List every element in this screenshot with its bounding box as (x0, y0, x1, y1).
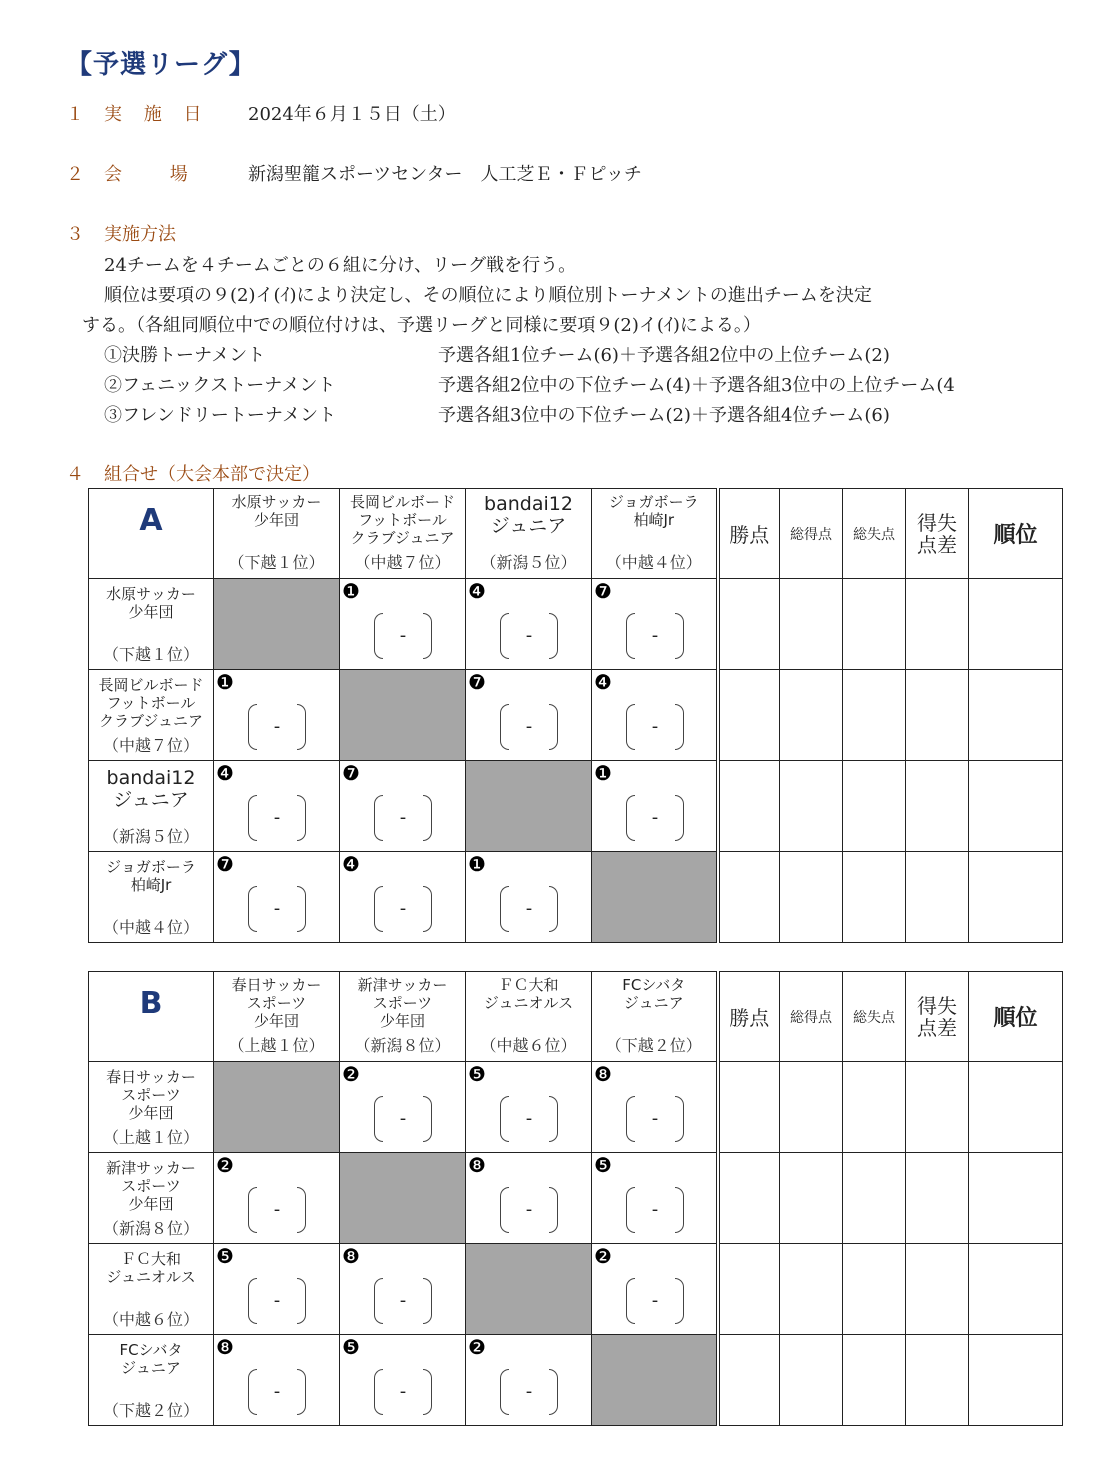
header-row (89, 972, 1063, 1062)
match-cell[interactable] (466, 1062, 592, 1153)
score-box[interactable] (626, 795, 684, 839)
match-cell[interactable] (466, 579, 592, 670)
match-order-marker: ❷ (216, 1153, 234, 1177)
table-row (89, 579, 1063, 670)
right-bracket (675, 1187, 684, 1233)
score-separator: - (399, 898, 407, 919)
team-region: （下越１位） (228, 553, 325, 572)
goals-against-cell[interactable] (843, 670, 906, 761)
points-cell[interactable] (718, 1062, 780, 1153)
score-box[interactable] (374, 1278, 432, 1322)
score-separator: - (273, 1381, 281, 1402)
score-separator: - (399, 1108, 407, 1129)
goals-for-cell[interactable] (780, 852, 843, 943)
match-order-marker: ❷ (468, 1335, 486, 1359)
group-label: B (89, 972, 214, 1062)
score-separator: - (525, 898, 533, 919)
goal-difference-cell[interactable] (906, 1244, 969, 1335)
score-separator: - (525, 625, 533, 646)
match-cell[interactable] (592, 579, 718, 670)
team-name: FCシバタ ジュニア (119, 1341, 183, 1377)
tournament-line-3 (104, 401, 890, 427)
team-name: 水原サッカー 少年団 (106, 585, 196, 621)
column-team-header (592, 489, 718, 579)
points-cell[interactable] (718, 852, 780, 943)
goal-difference-header (906, 972, 969, 1062)
right-bracket (549, 613, 558, 659)
match-order-marker: ❶ (594, 761, 612, 785)
match-cell[interactable] (592, 1062, 718, 1153)
points-header: 勝点 (718, 489, 780, 579)
score-box[interactable] (500, 886, 558, 930)
points-cell[interactable] (718, 1335, 780, 1426)
match-order-marker: ❶ (216, 670, 234, 694)
team-region: （中越６位） (102, 1310, 199, 1329)
score-separator: - (525, 1381, 533, 1402)
match-cell[interactable] (592, 1244, 718, 1335)
score-separator: - (273, 1199, 281, 1220)
team-region: （下越１位） (102, 645, 199, 664)
tournament-rule: 予選各組2位中の下位チーム(4)＋予選各組3位中の上位チーム(4 (438, 375, 955, 396)
match-cell[interactable] (592, 670, 718, 761)
rank-cell[interactable] (969, 670, 1063, 761)
self-match-cell (214, 579, 340, 670)
score-box[interactable] (374, 795, 432, 839)
goal-difference-line2: 点差 (917, 1015, 957, 1040)
team-region: （上越１位） (228, 1036, 325, 1055)
table-row (89, 670, 1063, 761)
goals-for-cell[interactable] (780, 1153, 843, 1244)
right-bracket (675, 1096, 684, 1142)
score-box[interactable] (500, 704, 558, 748)
team-region: （下越２位） (605, 1036, 702, 1055)
self-match-cell (592, 1335, 718, 1426)
right-bracket (297, 704, 306, 750)
right-bracket (297, 1187, 306, 1233)
goal-difference-line1: 得失 (917, 510, 957, 535)
score-separator: - (651, 1290, 659, 1311)
right-bracket (423, 795, 432, 841)
column-team-header (466, 972, 592, 1062)
match-cell[interactable] (214, 852, 340, 943)
section-3 (66, 220, 176, 246)
goals-for-cell[interactable] (780, 1062, 843, 1153)
score-box[interactable] (248, 704, 306, 748)
score-separator: - (399, 625, 407, 646)
score-separator: - (525, 1108, 533, 1129)
rank-cell[interactable] (969, 1153, 1063, 1244)
goals-for-cell[interactable] (780, 579, 843, 670)
score-separator: - (273, 898, 281, 919)
score-separator: - (651, 625, 659, 646)
right-bracket (675, 704, 684, 750)
right-bracket (549, 704, 558, 750)
section-number: ３ (66, 224, 84, 245)
score-separator: - (399, 807, 407, 828)
rank-cell[interactable] (969, 579, 1063, 670)
goal-difference-header (906, 489, 969, 579)
points-cell[interactable] (718, 761, 780, 852)
goals-for-cell[interactable] (780, 670, 843, 761)
match-cell[interactable] (466, 670, 592, 761)
goal-difference-cell[interactable] (906, 1335, 969, 1426)
row-team-header (89, 1062, 214, 1153)
right-bracket (675, 795, 684, 841)
self-match-cell (214, 1062, 340, 1153)
team-name: 春日サッカー スポーツ 少年団 (106, 1068, 196, 1122)
row-team-header (89, 1244, 214, 1335)
right-bracket (297, 795, 306, 841)
score-box[interactable] (248, 886, 306, 930)
tournament-rule: 予選各組1位チーム(6)＋予選各組2位中の上位チーム(2) (438, 345, 890, 366)
column-team-header (214, 489, 340, 579)
method-paragraph-1: 24チームを４チームごとの６組に分け、リーグ戦を行う。 (104, 255, 577, 276)
right-bracket (297, 886, 306, 932)
match-order-marker: ❼ (216, 852, 234, 876)
score-separator: - (273, 807, 281, 828)
section-number: ４ (66, 464, 84, 485)
section-number: １ (66, 104, 84, 125)
match-order-marker: ❹ (468, 579, 486, 603)
row-team-header (89, 579, 214, 670)
table-row (89, 1062, 1063, 1153)
team-name: 長岡ビルボード フットボール クラブジュニア (98, 676, 204, 730)
match-cell[interactable] (340, 1244, 466, 1335)
points-cell[interactable] (718, 1153, 780, 1244)
page-title: 【予選リーグ】 (66, 50, 256, 80)
goals-against-cell[interactable] (843, 1153, 906, 1244)
score-separator: - (525, 716, 533, 737)
right-bracket (423, 613, 432, 659)
rank-cell[interactable] (969, 1244, 1063, 1335)
section-2 (66, 160, 196, 186)
rank-header: 順位 (969, 489, 1063, 579)
goal-difference-cell[interactable] (906, 852, 969, 943)
table-row (89, 1244, 1063, 1335)
team-name: ＦＣ大和 ジュニオルス (106, 1250, 196, 1286)
goals-against-header: 総失点 (843, 489, 906, 579)
venue-value: 新潟聖籠スポーツセンター 人工芝Ｅ・Ｆピッチ (248, 164, 642, 185)
score-separator: - (525, 1199, 533, 1220)
section-1 (66, 100, 209, 126)
match-order-marker: ❷ (342, 1062, 360, 1086)
points-header: 勝点 (718, 972, 780, 1062)
section-label: 組合せ（大会本部で決定） (104, 464, 320, 485)
right-bracket (549, 1187, 558, 1233)
column-team-header (340, 972, 466, 1062)
goals-for-header: 総得点 (780, 972, 843, 1062)
team-region: （新潟８位） (102, 1219, 199, 1238)
table-row (89, 1153, 1063, 1244)
method-paragraph-2: 順位は要項の９(2)イ(ｲ)により決定し、その順位により順位別トーナメントの進出チームを決定 (104, 285, 872, 306)
team-name: 長岡ビルボード フットボール クラブジュニア (349, 493, 455, 547)
group-label: A (89, 489, 214, 579)
score-separator: - (651, 807, 659, 828)
goals-against-cell[interactable] (843, 579, 906, 670)
goal-difference-cell[interactable] (906, 579, 969, 670)
match-cell[interactable] (214, 761, 340, 852)
method-paragraph-3: する。（各組同順位中での順位付けは、予選リーグと同様に要項９(2)イ(ｲ)による。） (82, 315, 761, 336)
score-separator: - (651, 1199, 659, 1220)
match-order-marker: ❽ (216, 1335, 234, 1359)
score-box[interactable] (374, 886, 432, 930)
match-order-marker: ❽ (468, 1153, 486, 1177)
team-name: ジョガボーラ 柏崎Jr (106, 858, 196, 894)
goals-for-cell[interactable] (780, 1335, 843, 1426)
score-separator: - (273, 716, 281, 737)
rank-header: 順位 (969, 972, 1063, 1062)
match-order-marker: ❶ (468, 852, 486, 876)
right-bracket (549, 1369, 558, 1415)
match-order-marker: ❼ (342, 761, 360, 785)
match-cell[interactable] (340, 1335, 466, 1426)
score-box[interactable] (626, 1187, 684, 1231)
team-region: （中越４位） (102, 918, 199, 937)
match-order-marker: ❼ (468, 670, 486, 694)
team-name: 春日サッカー スポーツ 少年団 (231, 976, 322, 1030)
match-order-marker: ❹ (594, 670, 612, 694)
score-box[interactable] (500, 613, 558, 657)
section-4 (66, 460, 320, 486)
match-cell[interactable] (340, 1062, 466, 1153)
right-bracket (549, 886, 558, 932)
column-team-header (214, 972, 340, 1062)
team-region: （中越４位） (605, 553, 702, 572)
team-name: ＦＣ大和 ジュニオルス (483, 976, 574, 1012)
match-cell[interactable] (466, 1153, 592, 1244)
team-region: （下越２位） (102, 1401, 199, 1420)
section-label: 実施方法 (104, 224, 176, 245)
team-region: （中越６位） (480, 1036, 577, 1055)
goals-against-cell[interactable] (843, 761, 906, 852)
goals-for-cell[interactable] (780, 761, 843, 852)
row-team-header (89, 670, 214, 761)
score-box[interactable] (500, 1369, 558, 1413)
match-order-marker: ❺ (468, 1062, 486, 1086)
tournament-line-2 (104, 371, 955, 397)
right-bracket (297, 1278, 306, 1324)
goal-difference-line2: 点差 (917, 532, 957, 557)
match-cell[interactable] (214, 1335, 340, 1426)
right-bracket (423, 886, 432, 932)
points-cell[interactable] (718, 579, 780, 670)
score-separator: - (273, 1290, 281, 1311)
match-order-marker: ❹ (216, 761, 234, 785)
team-name: ジョガボーラ 柏崎Jr (608, 493, 699, 529)
rank-cell[interactable] (969, 761, 1063, 852)
self-match-cell (466, 761, 592, 852)
goal-difference-cell[interactable] (906, 1153, 969, 1244)
tournament-name: ①決勝トーナメント (104, 345, 266, 366)
section-label: 会 場 (104, 164, 196, 185)
score-box[interactable] (500, 1187, 558, 1231)
goals-against-cell[interactable] (843, 852, 906, 943)
match-order-marker: ❺ (594, 1153, 612, 1177)
score-box[interactable] (500, 1096, 558, 1140)
match-cell[interactable] (592, 1153, 718, 1244)
score-box[interactable] (626, 1278, 684, 1322)
self-match-cell (340, 1153, 466, 1244)
right-bracket (423, 1096, 432, 1142)
score-box[interactable] (626, 1096, 684, 1140)
score-box[interactable] (248, 795, 306, 839)
points-cell[interactable] (718, 670, 780, 761)
goal-difference-cell[interactable] (906, 670, 969, 761)
column-team-header (340, 489, 466, 579)
goals-against-cell[interactable] (843, 1244, 906, 1335)
goals-against-cell[interactable] (843, 1335, 906, 1426)
team-name: 新津サッカー スポーツ 少年団 (357, 976, 448, 1030)
row-team-header (89, 852, 214, 943)
team-name: bandai12 ジュニア (484, 493, 573, 537)
goal-difference-cell[interactable] (906, 1062, 969, 1153)
right-bracket (675, 1278, 684, 1324)
score-box[interactable] (626, 704, 684, 748)
team-region: （新潟５位） (480, 553, 577, 572)
score-box[interactable] (248, 1278, 306, 1322)
group-table-b (88, 971, 1063, 1426)
team-region: （上越１位） (102, 1128, 199, 1147)
goals-against-cell[interactable] (843, 1062, 906, 1153)
team-name: FCシバタ ジュニア (622, 976, 686, 1012)
match-order-marker: ❼ (594, 579, 612, 603)
right-bracket (423, 1369, 432, 1415)
goal-difference-line1: 得失 (917, 993, 957, 1018)
match-cell[interactable] (214, 1244, 340, 1335)
row-team-header (89, 1335, 214, 1426)
score-separator: - (651, 1108, 659, 1129)
right-bracket (675, 613, 684, 659)
team-region: （新潟５位） (102, 827, 199, 846)
tournament-line-1 (104, 341, 890, 367)
match-order-marker: ❹ (342, 852, 360, 876)
team-region: （新潟８位） (354, 1036, 451, 1055)
rank-cell[interactable] (969, 852, 1063, 943)
right-bracket (423, 1278, 432, 1324)
score-box[interactable] (626, 613, 684, 657)
rank-cell[interactable] (969, 1062, 1063, 1153)
match-cell[interactable] (340, 579, 466, 670)
match-cell[interactable] (340, 852, 466, 943)
team-name: 新津サッカー スポーツ 少年団 (106, 1159, 196, 1213)
rank-cell[interactable] (969, 1335, 1063, 1426)
score-box[interactable] (374, 613, 432, 657)
match-cell[interactable] (466, 852, 592, 943)
score-separator: - (651, 716, 659, 737)
match-cell[interactable] (214, 670, 340, 761)
section-number: ２ (66, 164, 84, 185)
match-order-marker: ❺ (342, 1335, 360, 1359)
match-order-marker: ❽ (594, 1062, 612, 1086)
score-box[interactable] (248, 1369, 306, 1413)
self-match-cell (340, 670, 466, 761)
team-region: （中越７位） (102, 736, 199, 755)
score-box[interactable] (248, 1187, 306, 1231)
team-name: 水原サッカー 少年団 (231, 493, 322, 529)
match-order-marker: ❶ (342, 579, 360, 603)
row-team-header (89, 1153, 214, 1244)
self-match-cell (466, 1244, 592, 1335)
date-value: 2024年６月１５日（土） (248, 104, 456, 125)
match-order-marker: ❽ (342, 1244, 360, 1268)
column-team-header (592, 972, 718, 1062)
score-box[interactable] (374, 1369, 432, 1413)
match-cell[interactable] (592, 761, 718, 852)
score-separator: - (399, 1381, 407, 1402)
match-cell[interactable] (466, 1335, 592, 1426)
match-order-marker: ❷ (594, 1244, 612, 1268)
team-region: （中越７位） (354, 553, 451, 572)
table-row (89, 852, 1063, 943)
right-bracket (549, 1096, 558, 1142)
goals-for-cell[interactable] (780, 1244, 843, 1335)
match-order-marker: ❺ (216, 1244, 234, 1268)
self-match-cell (592, 852, 718, 943)
score-separator: - (399, 1290, 407, 1311)
goals-against-header: 総失点 (843, 972, 906, 1062)
match-cell[interactable] (340, 761, 466, 852)
points-cell[interactable] (718, 1244, 780, 1335)
section-label: 実 施 日 (104, 104, 210, 125)
column-team-header (466, 489, 592, 579)
tournament-name: ②フェニックストーナメント (104, 375, 336, 396)
table-row (89, 1335, 1063, 1426)
team-name: bandai12 ジュニア (106, 767, 196, 811)
tournament-name: ③フレンドリートーナメント (104, 405, 337, 426)
score-box[interactable] (374, 1096, 432, 1140)
table-row (89, 761, 1063, 852)
group-table-a (88, 488, 1063, 943)
row-team-header (89, 761, 214, 852)
match-cell[interactable] (214, 1153, 340, 1244)
tournament-rule: 予選各組3位中の下位チーム(2)＋予選各組4位チーム(6) (438, 405, 890, 426)
goal-difference-cell[interactable] (906, 761, 969, 852)
right-bracket (297, 1369, 306, 1415)
header-row (89, 489, 1063, 579)
goals-for-header: 総得点 (780, 489, 843, 579)
